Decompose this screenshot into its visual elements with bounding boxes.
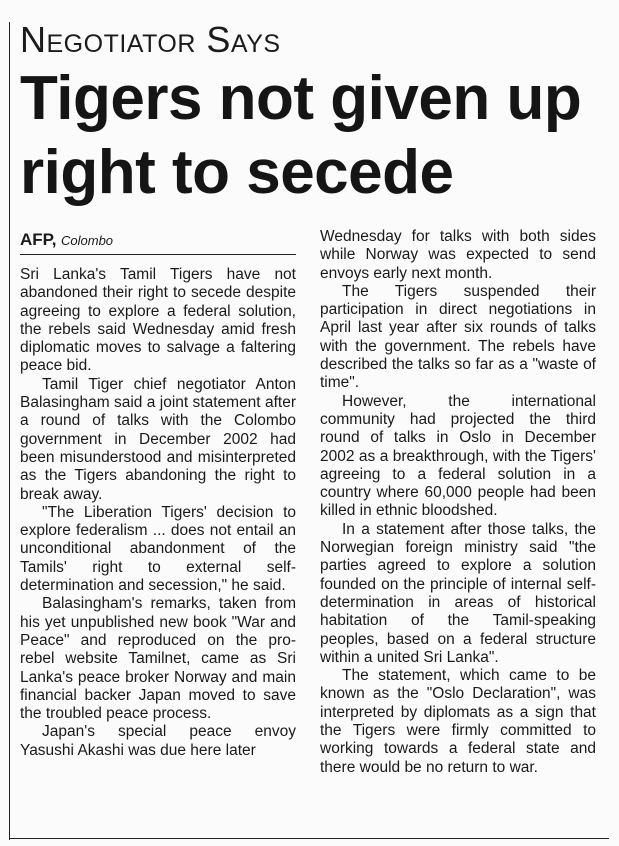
- column-left: [20, 266, 296, 760]
- paragraph: In a statement after those talks, the Norwegian foreign ministry said "the parties agreed to explore a solution founded on the principle of internal self-determination in areas of historical habitation of the Tamil-speaking peoples, based on a federal structure within a united Sri Lanka".: [320, 520, 596, 666]
- paragraph: Wednesday for talks with both sides while Norway was expected to send envoys early next month.: [320, 228, 596, 282]
- paragraph: Tamil Tiger chief negotiator Anton Balasingham said a joint statement after a round of talks with the Colombo government in December 2002 had been misunderstood and misinterpreted as the Tigers abandoning the right to break away.: [20, 375, 296, 503]
- paragraph: Japan's special peace envoy Yasushi Akashi was due here later: [20, 723, 296, 759]
- paragraph: However, the international community had projected the third round of talks in Oslo in December 2002 as a breakthrough, with the Tigers' agreeing to a federal solution in a country where 60,000 people had been killed in ethnic bloodshed.: [320, 392, 596, 520]
- bottom-rule: [9, 838, 609, 839]
- byline: [20, 230, 296, 255]
- paragraph: Balasingham's remarks, taken from his yet unpublished new book "War and Peace" and reproduced on the pro-rebel website Tamilnet, came as Sri Lanka's peace broker Norway and main financial backer Japan moved to save the troubled peace process.: [20, 595, 296, 723]
- byline-agency: AFP,: [20, 230, 57, 249]
- column-right: [320, 228, 596, 777]
- column-rule-left: [9, 22, 10, 840]
- headline: Tigers not given up right to secede: [20, 64, 582, 207]
- byline-place: Colombo: [61, 233, 114, 248]
- paragraph: "The Liberation Tigers' decision to explore federalism ... does not entail an unconditional abandonment of the Tamils' right to external self-determination and secession," he said.: [20, 503, 296, 595]
- kicker: Negotiator Says: [20, 19, 281, 60]
- paragraph: The Tigers suspended their participation in direct negotiations in April last year after six rounds of talks with the government. The rebels have described the talks so far as a "waste of time".: [320, 282, 596, 392]
- paragraph: The statement, which came to be known as the "Oslo Declaration", was interpreted by diplomats as a sign that the Tigers were firmly committed to working towards a federal state and there would be no return to war.: [320, 667, 596, 776]
- paragraph: Sri Lanka's Tamil Tigers have not abandoned their right to secede despite agreeing to explore a federal solution, the rebels said Wednesday amid fresh diplomatic moves to salvage a faltering peace bid.: [20, 266, 296, 375]
